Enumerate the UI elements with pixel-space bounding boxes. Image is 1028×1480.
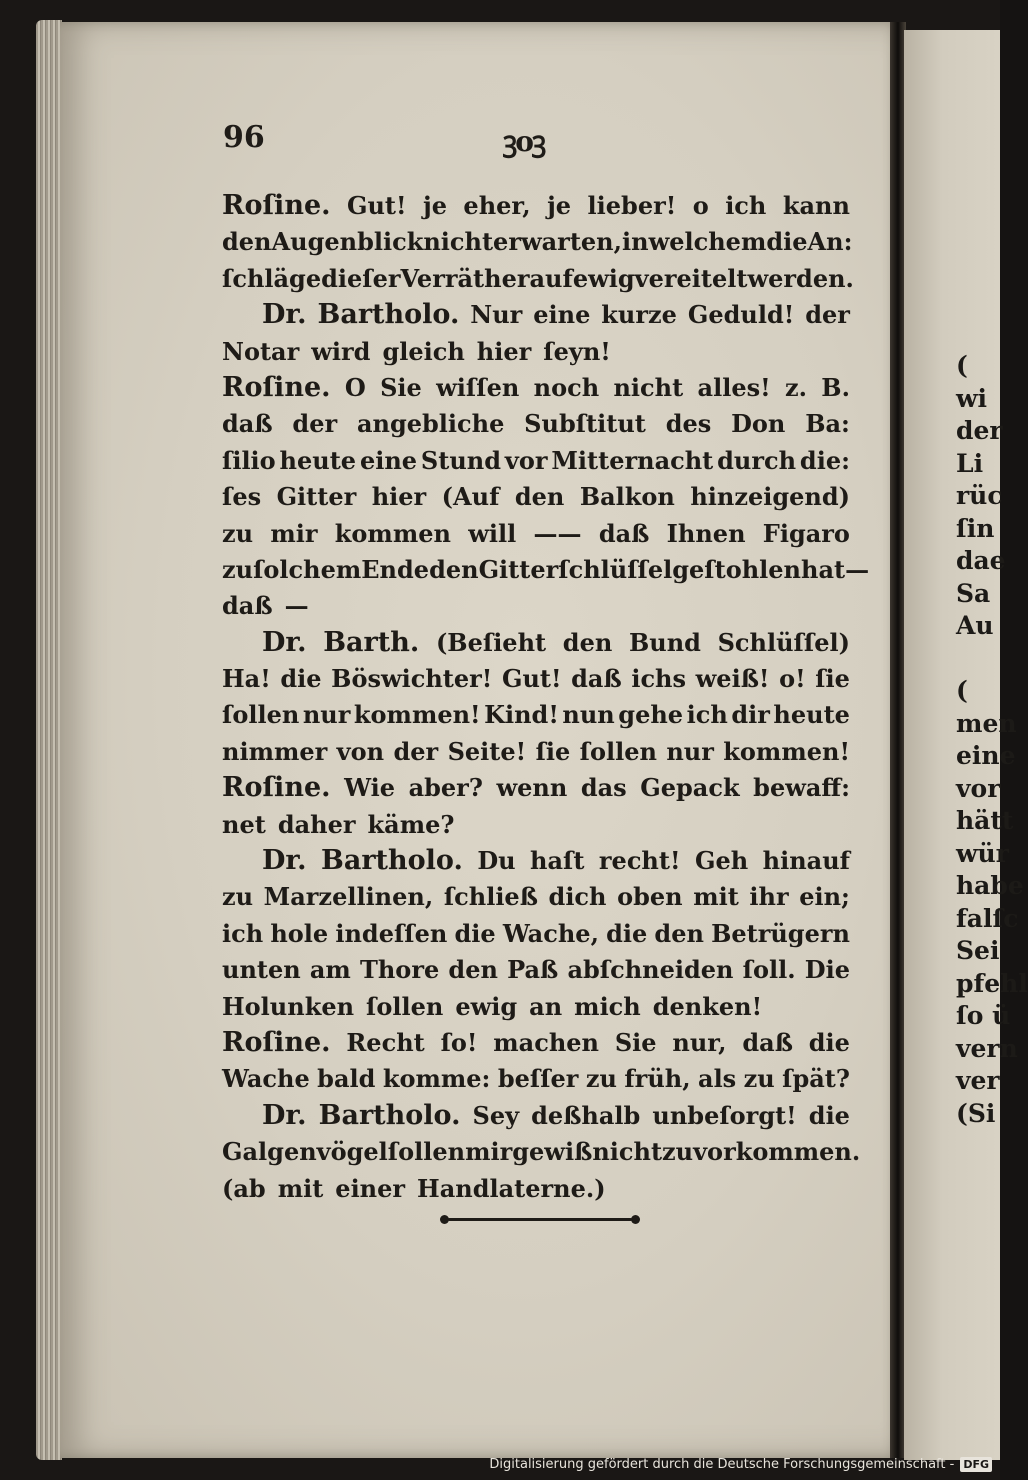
word: hinauf xyxy=(762,846,850,876)
word: O xyxy=(344,372,366,402)
word: — xyxy=(284,591,309,621)
word: Mitternacht xyxy=(551,445,714,475)
word: alles! xyxy=(697,372,771,402)
word: Gut! xyxy=(501,664,562,694)
facing-page-line: pfehl xyxy=(956,968,1028,998)
word: gehe xyxy=(618,700,684,730)
word: ſes xyxy=(222,482,262,512)
facing-page-line xyxy=(956,643,1016,676)
word: will xyxy=(468,518,517,548)
word: die xyxy=(766,227,808,257)
word: je xyxy=(547,191,572,220)
word: Balkon xyxy=(579,482,675,512)
word: ſeyn! xyxy=(543,336,611,366)
word: Subſtitut xyxy=(524,409,646,439)
facing-page-line: Li xyxy=(956,448,984,478)
word: bald xyxy=(317,1064,376,1094)
word: An: xyxy=(807,227,853,257)
word: in xyxy=(621,227,649,257)
word: den xyxy=(654,918,704,948)
facing-page-line: vern xyxy=(956,1033,1018,1063)
word: kann xyxy=(782,191,850,220)
word: Sie xyxy=(614,1027,657,1057)
speaker-name: Roſine. xyxy=(222,772,331,804)
word: Ba: xyxy=(805,409,850,439)
word: (ab xyxy=(222,1173,266,1203)
speaker-name: Roſine. xyxy=(222,1026,331,1058)
word: ſilio xyxy=(222,445,276,475)
word: den xyxy=(448,955,498,985)
word: bewaff: xyxy=(753,773,850,803)
word: Figaro xyxy=(762,518,850,548)
facing-page-line: vor xyxy=(956,773,1001,803)
word: die xyxy=(280,664,322,694)
word: welchem xyxy=(648,227,767,257)
text-line xyxy=(222,697,850,733)
word: hinzeigend) xyxy=(690,482,850,512)
word: zu xyxy=(222,518,254,548)
word: Wache, xyxy=(502,918,599,948)
word: ſo! xyxy=(440,1027,478,1057)
text-line xyxy=(222,989,850,1025)
word: ſchläge xyxy=(222,263,322,293)
word: Recht xyxy=(346,1027,425,1057)
text-line xyxy=(222,734,850,770)
text-line xyxy=(222,479,850,515)
word: kommen! xyxy=(353,700,481,730)
speaker-name: Barth. xyxy=(323,626,420,658)
word: den xyxy=(429,554,479,584)
word: net xyxy=(222,809,266,839)
word: zu xyxy=(743,1064,775,1094)
word: käme? xyxy=(367,809,455,839)
word: Ha! xyxy=(222,664,271,694)
text-line xyxy=(222,1025,850,1061)
word: zu xyxy=(222,554,254,584)
word: kommen xyxy=(334,518,451,548)
word: deßhalb xyxy=(531,1100,641,1130)
word: — xyxy=(845,554,870,584)
word: o xyxy=(692,191,709,220)
word: ſpät? xyxy=(782,1064,850,1094)
facing-page-line: Sa xyxy=(956,578,991,608)
word: Du xyxy=(477,846,516,876)
digitization-credit xyxy=(489,1454,992,1474)
word: unbeſorgt! xyxy=(652,1100,797,1130)
word: daß xyxy=(571,664,622,694)
text-line xyxy=(222,552,870,588)
word: als xyxy=(698,1064,737,1094)
word: des xyxy=(665,409,712,439)
word: Kind! xyxy=(484,700,559,730)
word: (Beſieht xyxy=(435,627,547,657)
speaker-name: Roſine. xyxy=(222,190,331,221)
word: ſoll. xyxy=(742,955,796,985)
word: je xyxy=(423,191,447,220)
word: wird xyxy=(311,336,371,366)
speaker-name: Bartholo. xyxy=(317,299,460,331)
word: ich xyxy=(222,918,264,948)
word: eine xyxy=(359,445,418,475)
text-line xyxy=(222,1098,850,1134)
facing-page-line: ver xyxy=(956,1066,1000,1095)
word: geſtohlen xyxy=(672,554,802,584)
word: Gitter xyxy=(276,482,357,512)
word: komme: xyxy=(382,1064,491,1094)
text-line xyxy=(222,807,850,843)
word: Gepack xyxy=(640,773,740,803)
facing-page-line: men xyxy=(956,708,1017,738)
word: hole xyxy=(270,918,329,948)
word: der xyxy=(393,736,439,766)
facing-page-line: dae xyxy=(956,546,1006,575)
end-divider xyxy=(440,1212,640,1226)
word: gleich xyxy=(382,336,465,366)
word: Thore xyxy=(360,955,440,985)
word: hier xyxy=(371,482,427,512)
word: abſchneiden xyxy=(567,955,734,985)
word: machen xyxy=(493,1027,599,1057)
word: den xyxy=(514,482,565,512)
word: vereitelt xyxy=(634,263,748,293)
word: Die xyxy=(804,955,850,985)
word: indeſſen xyxy=(335,918,448,948)
word: B. xyxy=(821,372,850,402)
word: Handlaterne.) xyxy=(417,1173,606,1203)
word: daß xyxy=(222,409,273,439)
speaker-name: Dr. xyxy=(262,1099,307,1131)
word: Paß xyxy=(507,955,559,985)
word: dir xyxy=(731,700,770,730)
word: Geduld! xyxy=(687,300,795,330)
word: kommen! xyxy=(723,736,850,766)
word: z. xyxy=(784,372,807,402)
word: eher, xyxy=(463,191,531,220)
speaker-name: Roſine. xyxy=(222,371,331,403)
header-ornament: ꝫoꝫ xyxy=(503,125,545,158)
word: hat xyxy=(801,554,846,584)
facing-page-line: ( xyxy=(956,676,968,705)
word: heute xyxy=(773,700,850,730)
word: am xyxy=(309,955,351,985)
word: nun xyxy=(562,700,615,730)
credit-text: Digitalisierung gefördert durch die Deutsche Forschungsgemeinschaft - xyxy=(489,1456,955,1472)
text-line xyxy=(222,516,850,552)
facing-page-line: wi xyxy=(956,383,988,413)
text-line xyxy=(222,443,850,479)
word: Bund xyxy=(628,627,701,657)
word: heute xyxy=(279,445,357,475)
word: durch xyxy=(717,445,797,475)
text-line xyxy=(222,879,850,915)
text-line xyxy=(222,406,850,442)
page-body-text xyxy=(222,188,870,1207)
word: ſchließ xyxy=(443,882,538,912)
word: Holunken xyxy=(222,991,355,1021)
text-line xyxy=(222,588,850,624)
word: Geh xyxy=(694,846,749,876)
word: nur, xyxy=(672,1027,727,1057)
word: oben xyxy=(617,882,683,912)
facing-page-line: ſin xyxy=(956,513,995,543)
word: ewig xyxy=(572,263,635,293)
word: von xyxy=(336,736,385,766)
facing-page-line: eine xyxy=(956,741,1016,770)
facing-page-line: wür xyxy=(956,838,1009,868)
word: die xyxy=(454,918,496,948)
text-line xyxy=(222,1134,861,1170)
text-line xyxy=(222,952,850,988)
word: früh, xyxy=(624,1064,691,1094)
word: ſollen xyxy=(366,991,444,1021)
word: einer xyxy=(335,1173,406,1203)
word: ſollen xyxy=(387,1137,466,1167)
text-line xyxy=(222,661,850,697)
word: unten xyxy=(222,955,301,985)
word: ſie xyxy=(815,664,850,694)
text-line xyxy=(222,1061,850,1097)
word: Böswichter! xyxy=(331,664,493,694)
facing-page-line: (Si xyxy=(956,1098,996,1128)
word: dich xyxy=(548,882,607,912)
word: lieber! xyxy=(587,191,677,220)
facing-page-line: Au xyxy=(956,611,994,640)
facing-page-line: rüc xyxy=(956,481,1003,510)
word: Gitterſchlüſſel xyxy=(478,554,673,584)
word: ein; xyxy=(799,882,850,912)
word: nimmer xyxy=(222,736,328,766)
word: ſie xyxy=(535,736,571,766)
word: dieſer xyxy=(321,263,401,293)
word: zu xyxy=(585,1064,617,1094)
word: Gut! xyxy=(346,191,407,220)
facing-page-line: ſo ü xyxy=(956,1001,1011,1030)
page-edge-stack xyxy=(36,20,62,1460)
word: die: xyxy=(799,445,850,475)
text-line xyxy=(222,1171,850,1207)
word: der xyxy=(292,409,338,439)
divider-line xyxy=(448,1218,632,1221)
text-line xyxy=(222,224,853,260)
word: daß xyxy=(742,1027,793,1057)
speaker-name: Dr. xyxy=(262,845,307,877)
word: Verräther xyxy=(400,263,530,293)
speaker-name: Dr. xyxy=(262,626,307,658)
word: ich xyxy=(686,700,728,730)
word: Schlüſſel) xyxy=(717,627,850,657)
word: nicht xyxy=(423,227,494,257)
word: den xyxy=(562,627,613,657)
word: mir xyxy=(465,1137,513,1167)
word: weiß! xyxy=(695,664,770,694)
word: gewiß xyxy=(512,1137,593,1167)
text-line xyxy=(222,770,850,806)
word: kurze xyxy=(601,300,677,330)
facing-page-line: hätt xyxy=(956,806,1014,835)
word: nur xyxy=(666,736,714,766)
word: Galgenvögel xyxy=(222,1137,388,1167)
word: Seite! xyxy=(447,736,527,766)
page-header xyxy=(223,120,848,160)
word: beſſer xyxy=(497,1064,579,1094)
word: Ende xyxy=(361,554,430,584)
word: mich xyxy=(574,991,641,1021)
word: recht! xyxy=(598,846,681,876)
text-line xyxy=(222,625,850,661)
word: wenn xyxy=(496,773,568,803)
word: mit xyxy=(693,882,739,912)
word: daher xyxy=(277,809,356,839)
divider-dot-right xyxy=(631,1215,640,1224)
dfg-logo: DFG xyxy=(960,1457,992,1472)
word: noch xyxy=(533,372,600,402)
text-line xyxy=(222,843,850,879)
word: Augenblick xyxy=(271,227,424,257)
word: Wache xyxy=(222,1064,310,1094)
word: Stund xyxy=(420,445,502,475)
word: eine xyxy=(533,300,591,330)
word: Marzellinen, xyxy=(263,882,434,912)
word: Sie xyxy=(380,372,422,402)
word: mir xyxy=(270,518,318,548)
word: o! xyxy=(779,664,806,694)
word: zu xyxy=(222,882,254,912)
word: zuvorkommen. xyxy=(662,1137,861,1167)
word: die xyxy=(606,918,648,948)
facing-page-fragment xyxy=(904,30,1028,1460)
word: den xyxy=(222,227,272,257)
word: auf xyxy=(529,263,573,293)
word: denken! xyxy=(652,991,763,1021)
word: ihr xyxy=(749,882,789,912)
facing-page-line: Sei xyxy=(956,936,1000,965)
text-line xyxy=(222,297,850,333)
word: werden. xyxy=(747,263,854,293)
word: ewig xyxy=(455,991,518,1021)
speaker-name: Bartholo. xyxy=(318,1099,461,1131)
word: Ihnen xyxy=(666,518,746,548)
text-line xyxy=(222,916,850,952)
word: haſt xyxy=(530,846,585,876)
word: die xyxy=(808,1100,850,1130)
word: Sey xyxy=(472,1100,520,1130)
facing-page-line: ( xyxy=(956,351,968,380)
word: wiſſen xyxy=(436,372,520,402)
text-line xyxy=(222,334,850,370)
word: das xyxy=(580,773,627,803)
word: Betrügern xyxy=(711,918,850,948)
word: die xyxy=(808,1027,850,1057)
word: (Auf xyxy=(441,482,500,512)
word: ſolchem xyxy=(253,554,362,584)
page-number: 96 xyxy=(223,120,265,155)
word: daß xyxy=(222,591,273,621)
word: Notar xyxy=(222,336,300,366)
word: —— xyxy=(533,518,582,548)
facing-page-text xyxy=(956,350,1028,1130)
word: ſollen xyxy=(579,736,657,766)
word: Wie xyxy=(344,773,396,803)
speaker-name: Bartholo. xyxy=(321,845,463,877)
word: angebliche xyxy=(356,409,505,439)
text-line xyxy=(222,370,850,406)
facing-page-line: falſc xyxy=(956,903,1019,933)
word: ichs xyxy=(631,664,687,694)
word: an xyxy=(529,991,563,1021)
word: nicht xyxy=(613,372,684,402)
speaker-name: Dr. xyxy=(262,299,307,331)
word: vor xyxy=(504,445,548,475)
word: nur xyxy=(302,700,351,730)
facing-page-line: der xyxy=(956,416,1003,445)
word: mit xyxy=(277,1173,324,1203)
facing-page-line: habe xyxy=(956,871,1024,900)
word: Don xyxy=(731,409,786,439)
text-line xyxy=(222,188,850,224)
word: ſollen xyxy=(222,700,300,730)
word: ich xyxy=(725,191,767,220)
word: hier xyxy=(476,336,532,366)
word: Nur xyxy=(470,300,523,330)
word: erwarten, xyxy=(493,227,622,257)
text-line xyxy=(222,261,854,297)
word: daß xyxy=(598,518,650,548)
word: aber? xyxy=(408,773,483,803)
word: nicht xyxy=(592,1137,663,1167)
word: der xyxy=(805,300,850,330)
